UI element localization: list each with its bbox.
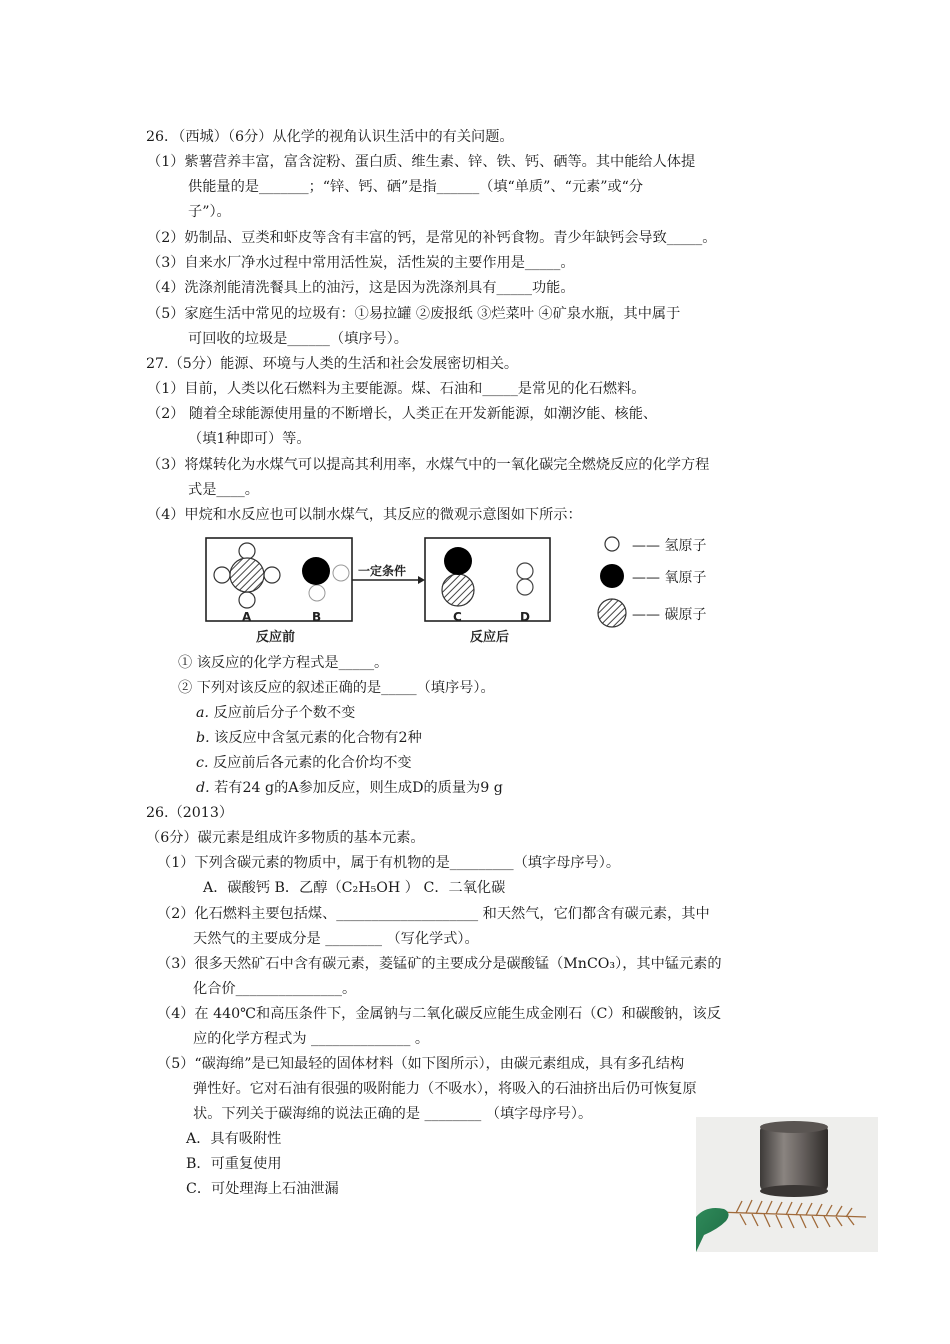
label-d: D	[520, 610, 530, 624]
q26b-option-c: C．可处理海上石油泄漏	[186, 1181, 339, 1197]
q26-part3: （3）自来水厂净水过程中常用活性炭，活性炭的主要作用是_____。	[147, 255, 575, 271]
q27-part2-line1: （2） 随着全球能源使用量的不断增长，人类正在开发新能源，如潮汐能、核能、	[147, 406, 658, 422]
q27-title: 27.（5分）能源、环境与人类的生活和社会发展密切相关。	[146, 356, 519, 372]
q26-part5-line1: （5）家庭生活中常见的垃圾有：①易拉罐 ②废报纸 ③烂菜叶 ④矿泉水瓶，其中属于	[147, 306, 681, 322]
condition-label: 一定条件	[358, 564, 407, 578]
q26b-intro: （6分）碳元素是组成许多物质的基本元素。	[146, 830, 425, 846]
molecule-b-water	[302, 557, 349, 601]
q26b-part1-options: A．碳酸钙 B．乙醇（C₂H₅OH ） C．二氧化碳	[203, 880, 506, 896]
q26-title: 26．（西城）（6分）从化学的视角认识生活中的有关问题。	[146, 129, 514, 145]
q26-part5-line2: 可回收的垃圾是______（填序号）。	[188, 331, 408, 347]
option-d-text: 若有24 g的A参加反应，则生成D的质量为9 g	[214, 780, 503, 796]
q26b-part3-line1: （3）很多天然矿石中含有碳元素，菱锰矿的主要成分是碳酸锰（MnCO₃），其中锰元素的	[157, 956, 722, 972]
q26-part1-line1: （1）紫薯营养丰富，富含淀粉、蛋白质、维生素、锌、铁、钙、硒等。其中能给人体提	[147, 154, 696, 170]
q26b-option-a: A．具有吸附性	[186, 1131, 282, 1147]
carbon-sponge-photo	[696, 1117, 878, 1252]
legend-hydrogen: —— 氢原子	[632, 538, 707, 554]
molecule-c-carbon-monoxide	[442, 547, 474, 606]
q26b-part1: （1）下列含碳元素的物质中，属于有机物的是_________（填字母序号）。	[157, 855, 621, 871]
option-c-text: 反应前后各元素的化合价均不变	[212, 755, 412, 771]
reaction-diagram	[200, 530, 760, 645]
q26b-option-b: B．可重复使用	[186, 1156, 282, 1172]
legend-shapes	[598, 537, 626, 627]
q27-part1: （1）目前，人类以化石燃料为主要能源。煤、石油和_____是常见的化石燃料。	[147, 381, 646, 397]
q26b-part5-line3: 状。下列关于碳海绵的说法正确的是 ________ （填字母序号）。	[193, 1106, 593, 1122]
molecule-d-hydrogen	[517, 563, 533, 595]
q26-part4: （4）洗涤剂能清洗餐具上的油污，这是因为洗涤剂具有_____功能。	[147, 280, 575, 296]
q27-option-b	[196, 729, 422, 747]
q26b-part2-line1: （2）化石燃料主要包括煤、____________________ 和天然气，它们都含有碳元素，其中	[157, 906, 710, 922]
q27-option-d	[196, 779, 503, 797]
q27-part4: （4）甲烷和水反应也可以制水煤气，其反应的微观示意图如下所示：	[147, 507, 582, 523]
option-c-letter: c.	[196, 755, 209, 771]
before-label: 反应前	[256, 630, 296, 645]
legend-oxygen: —— 氧原子	[632, 570, 707, 586]
label-b: B	[312, 610, 322, 624]
label-c: C	[453, 610, 462, 624]
label-a: A	[242, 610, 252, 624]
q26b-part2-line2: 天然气的主要成分是 ________ （写化学式）。	[193, 931, 479, 947]
q26b-part4-line1: （4）在 440℃和高压条件下，金属钠与二氧化碳反应能生成金刚石（C）和碳酸钠，该反	[157, 1006, 721, 1022]
after-label: 反应后	[470, 630, 510, 645]
q27-option-a	[196, 704, 355, 722]
option-d-letter: d.	[196, 780, 210, 796]
q26b-part3-line2: 化合价_______________。	[193, 981, 357, 997]
molecule-a-methane	[214, 543, 280, 608]
carbon-sponge-illustration	[696, 1117, 878, 1252]
q26b-part5-line1: （5）“碳海绵”是已知最轻的固体材料（如下图所示），由碳元素组成，具有多孔结构	[157, 1056, 685, 1072]
legend-carbon: —— 碳原子	[632, 607, 707, 623]
q27-sub1: ① 该反应的化学方程式是_____。	[178, 655, 389, 671]
q27-option-c	[196, 754, 412, 772]
q27-part2-line2: （填1种即可）等。	[188, 431, 311, 447]
option-a-letter: a.	[196, 705, 209, 721]
q26-part2: （2）奶制品、豆类和虾皮等含有丰富的钙，是常见的补钙食物。青少年缺钙会导致_____。	[147, 230, 717, 246]
q26-part1-line3: 子”）。	[188, 204, 231, 220]
q27-part3-line2: 式是____。	[188, 482, 259, 498]
q26b-part5-line2: 弹性好。它对石油有很强的吸附能力（不吸水），将吸入的石油挤出后仍可恢复原	[193, 1081, 697, 1097]
option-b-text: 该反应中含氢元素的化合物有2种	[214, 730, 422, 746]
q26b-part4-line2: 应的化学方程式为 ______________ 。	[193, 1031, 430, 1047]
q26-part1-line2: 供能量的是_______；“锌、钙、硒”是指______（填“单质”、“元素”或“分	[188, 179, 644, 195]
q27-sub2: ② 下列对该反应的叙述正确的是_____（填序号）。	[178, 680, 495, 696]
option-a-text: 反应前后分子个数不变	[213, 705, 356, 721]
q27-part3-line1: （3）将煤转化为水煤气可以提高其利用率，水煤气中的一氧化碳完全燃烧反应的化学方程	[147, 457, 710, 473]
q26b-title: 26.（2013）	[146, 805, 234, 821]
option-b-letter: b.	[196, 730, 210, 746]
